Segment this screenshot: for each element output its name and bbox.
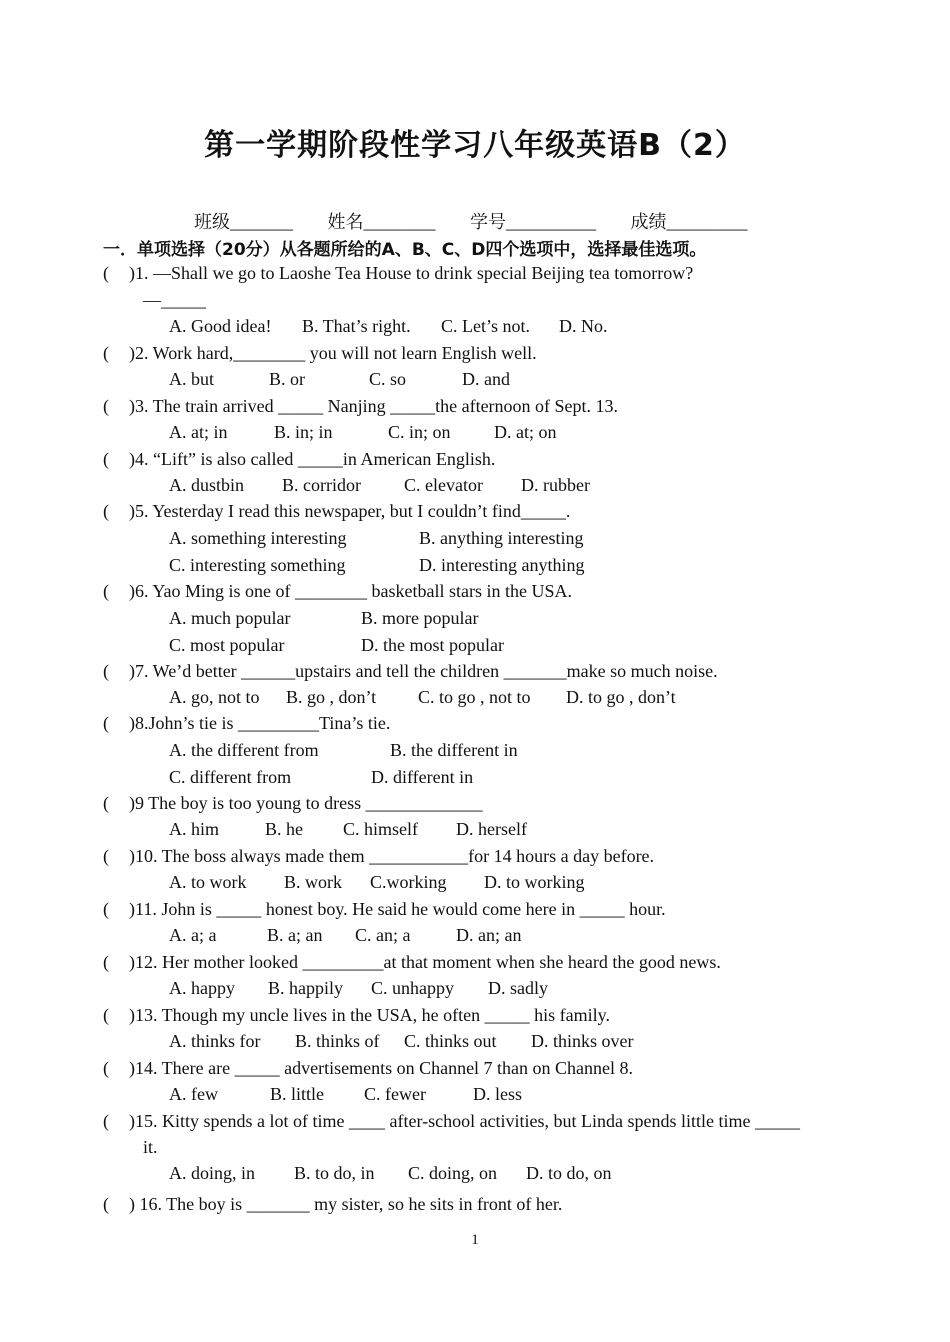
option: A. to work [169, 872, 247, 892]
question-3 [103, 395, 618, 417]
option: A. something interesting [169, 528, 347, 548]
answer-blank[interactable]: ( [103, 1058, 109, 1078]
answer-blank[interactable]: ( [103, 343, 109, 363]
answer-blank[interactable]: ( [103, 581, 109, 601]
option: A. a; a [169, 925, 217, 945]
option: B. or [269, 369, 305, 389]
question-text: )12. Her mother looked _________at that moment when she heard the good news. [129, 952, 721, 972]
option: C. so [369, 369, 407, 389]
option: D. and [462, 369, 510, 389]
option: D. to go , don’t [566, 687, 676, 707]
answer-blank[interactable]: ( [103, 661, 109, 681]
question-11 [103, 898, 666, 920]
option: C. unhappy [371, 978, 454, 998]
option: B. go , don’t [286, 687, 377, 707]
question-text: )9 The boy is too young to dress _____________ [129, 793, 483, 813]
option: D. less [473, 1084, 522, 1104]
option: B. happily [268, 978, 343, 998]
question-13 [103, 1004, 610, 1026]
option: A. dustbin [169, 475, 245, 495]
option: B. work [284, 872, 342, 892]
question-continuation: —_____ [143, 290, 206, 310]
question-continuation: it. [143, 1137, 158, 1157]
answer-blank[interactable]: ( [103, 899, 109, 919]
answer-blank[interactable]: ( [103, 449, 109, 469]
option: A. go, not to [169, 687, 260, 707]
question-text: ) 16. The boy is _______ my sister, so he sits in front of her. [129, 1194, 563, 1214]
option: D. rubber [521, 475, 590, 495]
class-field: 班级_______ [194, 212, 293, 232]
option: C. thinks out [404, 1031, 497, 1051]
option: C. Let’s not. [441, 316, 530, 336]
question-text: )5. Yesterday I read this newspaper, but I couldn’t find_____. [129, 501, 571, 521]
question-7 [103, 660, 718, 682]
question-14 [103, 1057, 633, 1079]
question-text: )8.John’s tie is _________Tina’s tie. [129, 713, 391, 733]
option: C. most popular [169, 635, 285, 655]
question-text: )10. The boss always made them ___________for 14 hours a day before. [129, 846, 655, 866]
option: A. Good idea! [169, 316, 272, 336]
option: A. few [169, 1084, 218, 1104]
page-title: 第一学期阶段性学习八年级英语B（2） [204, 128, 746, 163]
question-16 [103, 1193, 562, 1215]
option: C. an; a [355, 925, 411, 945]
option: D. an; an [456, 925, 522, 945]
option: B. anything interesting [419, 528, 584, 548]
question-1 [103, 262, 693, 284]
answer-blank[interactable]: ( [103, 713, 109, 733]
option: B. he [265, 819, 303, 839]
question-text: )4. “Lift” is also called _____in American English. [129, 449, 496, 469]
option: D. at; on [494, 422, 557, 442]
option: A. but [169, 369, 214, 389]
question-9 [103, 792, 483, 814]
option: D. different in [371, 767, 474, 787]
option: B. That’s right. [302, 316, 411, 336]
option: C. interesting something [169, 555, 346, 575]
question-6 [103, 580, 572, 602]
answer-blank[interactable]: ( [103, 1111, 109, 1131]
question-text: )11. John is _____ honest boy. He said he would come here in _____ hour. [129, 899, 666, 919]
question-text: )14. There are _____ advertisements on Channel 7 than on Channel 8. [129, 1058, 634, 1078]
option: B. in; in [274, 422, 333, 442]
option: A. doing, in [169, 1163, 256, 1183]
question-8 [103, 712, 390, 734]
number-field: 学号__________ [470, 212, 596, 232]
answer-blank[interactable]: ( [103, 846, 109, 866]
option: D. to do, on [526, 1163, 612, 1183]
name-field: 姓名________ [327, 212, 436, 232]
option: A. happy [169, 978, 235, 998]
option: B. thinks of [295, 1031, 380, 1051]
option: D. to working [484, 872, 585, 892]
option: B. a; an [267, 925, 323, 945]
answer-blank[interactable]: ( [103, 501, 109, 521]
option: C. himself [343, 819, 418, 839]
option: C.working [370, 872, 447, 892]
question-4 [103, 448, 495, 470]
question-text: )13. Though my uncle lives in the USA, he often _____ his family. [129, 1005, 610, 1025]
option: C. different from [169, 767, 292, 787]
answer-blank[interactable]: ( [103, 793, 109, 813]
option: D. interesting anything [419, 555, 585, 575]
answer-blank[interactable]: ( [103, 952, 109, 972]
question-text: )6. Yao Ming is one of ________ basketball stars in the USA. [129, 581, 572, 601]
option: D. the most popular [361, 635, 504, 655]
score-field: 成绩_________ [630, 212, 748, 232]
option: C. doing, on [408, 1163, 498, 1183]
option: A. at; in [169, 422, 228, 442]
answer-blank[interactable]: ( [103, 1194, 109, 1214]
question-text: )2. Work hard,________ you will not learn English well. [129, 343, 537, 363]
option: A. the different from [169, 740, 319, 760]
answer-blank[interactable]: ( [103, 1005, 109, 1025]
option: C. to go , not to [418, 687, 531, 707]
answer-blank[interactable]: ( [103, 263, 109, 283]
option: C. in; on [388, 422, 451, 442]
option: D. herself [456, 819, 527, 839]
section-heading: 一．单项选择（20分）从各题所给的A、B、C、D四个选项中，选择最佳选项。 [103, 240, 707, 260]
question-text: )7. We’d better ______upstairs and tell the children _______make so much noise. [129, 661, 718, 681]
page-number: 1 [471, 1232, 479, 1248]
option: A. him [169, 819, 220, 839]
question-15 [103, 1110, 800, 1132]
option: B. the different in [390, 740, 518, 760]
option: B. to do, in [294, 1163, 375, 1183]
option: B. corridor [282, 475, 361, 495]
option: D. No. [559, 316, 608, 336]
option: D. thinks over [531, 1031, 634, 1051]
question-2 [103, 342, 537, 364]
question-text: )15. Kitty spends a lot of time ____ after-school activities, but Linda spends little time _____ [129, 1111, 801, 1131]
option: A. much popular [169, 608, 291, 628]
option: A. thinks for [169, 1031, 261, 1051]
option: B. more popular [361, 608, 479, 628]
question-text: )3. The train arrived _____ Nanjing _____the afternoon of Sept. 13. [129, 396, 619, 416]
question-10 [103, 845, 654, 867]
option: C. elevator [404, 475, 483, 495]
question-12 [103, 951, 721, 973]
question-5 [103, 500, 570, 522]
option: C. fewer [364, 1084, 426, 1104]
answer-blank[interactable]: ( [103, 396, 109, 416]
student-info-line [194, 208, 748, 234]
option: B. little [270, 1084, 324, 1104]
option: D. sadly [488, 978, 548, 998]
question-text: )1. —Shall we go to Laoshe Tea House to drink special Beijing tea tomorrow? [129, 263, 694, 283]
